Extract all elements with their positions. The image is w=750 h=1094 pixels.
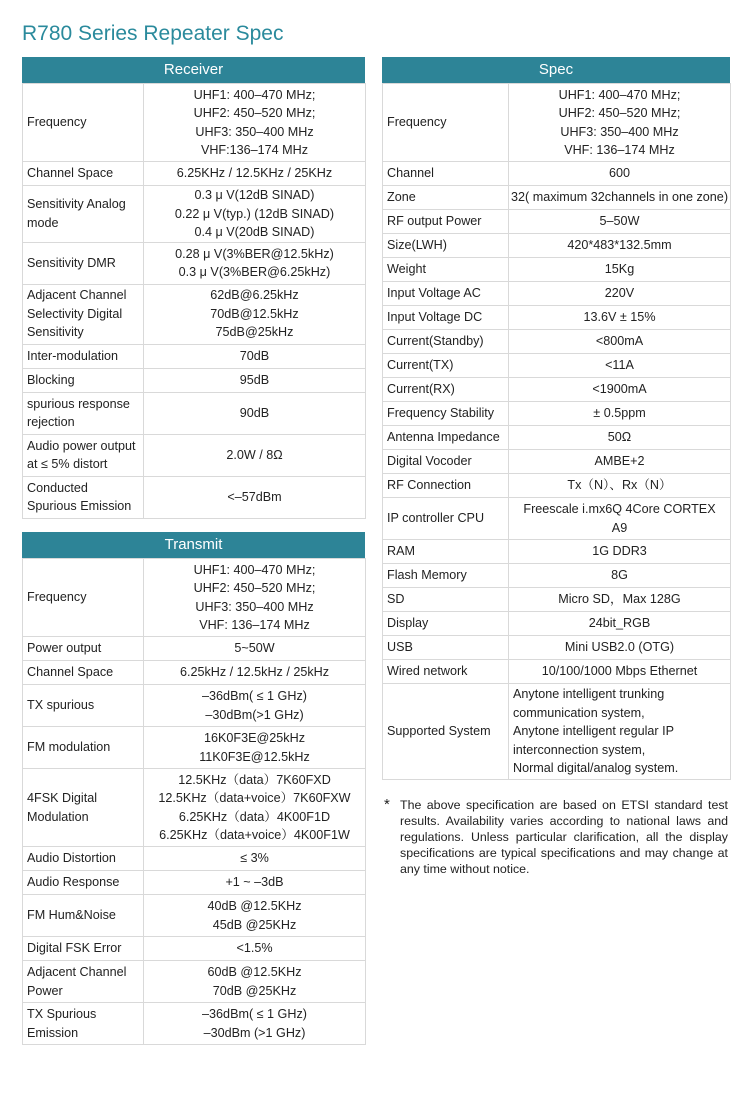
- receiver-value-line: 62dB@6.25kHz: [210, 288, 299, 303]
- spec-row: [383, 162, 731, 186]
- spec-value: [509, 426, 731, 450]
- spec-label: Wired network: [383, 660, 509, 684]
- receiver-value-line: 70dB@12.5kHz: [210, 306, 299, 321]
- spec-row: [383, 282, 731, 306]
- transmit-value: [144, 637, 366, 661]
- transmit-row: [23, 685, 366, 727]
- spec-value-line: <1900mA: [592, 382, 647, 397]
- spec-label: Zone: [383, 186, 509, 210]
- spec-value-line: 600: [608, 166, 630, 181]
- receiver-value-line: 95dB: [239, 372, 270, 387]
- spec-value: [509, 402, 731, 426]
- transmit-header: Transmit: [22, 532, 365, 558]
- spec-value-line: communication system,: [513, 705, 645, 720]
- receiver-value-line: 0.22 μ V(typ.) (12dB SINAD): [174, 206, 335, 221]
- spec-value: [509, 186, 731, 210]
- spec-row: [383, 564, 731, 588]
- transmit-value: [144, 559, 366, 637]
- spec-value-line: Tx（N）、Rx（N）: [567, 478, 672, 493]
- receiver-label: Adjacent Channel Selectivity Digital Sensitivity: [23, 284, 144, 344]
- spec-row: [383, 402, 731, 426]
- receiver-value-line: 0.28 μ V(3%BER@12.5kHz): [175, 246, 334, 261]
- spec-value: [509, 684, 731, 780]
- receiver-row: [23, 162, 366, 186]
- spec-row: [383, 84, 731, 162]
- spec-value: [509, 564, 731, 588]
- spec-value-line: Freescale i.mx6Q 4Core CORTEX: [523, 502, 716, 516]
- footnote-text: The above specification are based on ETSI standard test results. Availability varies according to national laws and regulations. Unless particular clarification, all the display specifications are typical specifications and may change at any time without notice.: [400, 798, 728, 876]
- receiver-row: [23, 368, 366, 392]
- transmit-value: [144, 769, 366, 847]
- spec-label: Size(LWH): [383, 234, 509, 258]
- receiver-label: spurious response rejection: [23, 392, 144, 434]
- spec-value: [509, 660, 731, 684]
- transmit-value: [144, 847, 366, 871]
- transmit-value: [144, 1003, 366, 1045]
- spec-value-line: AMBE+2: [594, 454, 645, 469]
- transmit-value-line: 6.25kHz / 12.5kHz / 25kHz: [179, 665, 330, 680]
- transmit-label: 4FSK Digital Modulation: [23, 769, 144, 847]
- receiver-label: Audio power output at ≤ 5% distort: [23, 434, 144, 476]
- transmit-row: [23, 1003, 366, 1045]
- transmit-value-line: 11K0F3E@12.5kHz: [199, 749, 310, 764]
- transmit-label: Audio Response: [23, 871, 144, 895]
- spec-row: [383, 186, 731, 210]
- receiver-row: [23, 84, 366, 162]
- spec-value-line: 10/100/1000 Mbps Ethernet: [541, 664, 698, 679]
- spec-value-line: 1G DDR3: [592, 544, 647, 559]
- spec-value: [509, 234, 731, 258]
- transmit-value: [144, 895, 366, 937]
- spec-row: [383, 450, 731, 474]
- spec-label: Digital Vocoder: [383, 450, 509, 474]
- transmit-label: FM Hum&Noise: [23, 895, 144, 937]
- footnote: [384, 797, 728, 877]
- spec-table: [382, 83, 731, 780]
- receiver-table: [22, 83, 366, 519]
- transmit-label: TX spurious: [23, 685, 144, 727]
- receiver-value-line: VHF:136–174 MHz: [200, 143, 309, 157]
- receiver-row: [23, 242, 366, 284]
- spec-label: Weight: [383, 258, 509, 282]
- receiver-value-line: 6.25KHz / 12.5KHz / 25KHz: [176, 166, 333, 181]
- receiver-value: [144, 434, 366, 476]
- spec-value: [509, 450, 731, 474]
- spec-label: Flash Memory: [383, 564, 509, 588]
- receiver-value-line: UHF1: 400–470 MHz;: [193, 87, 316, 102]
- spec-value-line: 5–50W: [599, 214, 640, 229]
- transmit-value-line: 70dB @25KHz: [212, 983, 297, 998]
- transmit-row: [23, 661, 366, 685]
- spec-label: Input Voltage DC: [383, 306, 509, 330]
- transmit-value-line: –36dBm( ≤ 1 GHz): [202, 1007, 307, 1021]
- footnote-symbol: *: [384, 796, 390, 813]
- receiver-row: [23, 476, 366, 518]
- transmit-label: TX Spurious Emission: [23, 1003, 144, 1045]
- transmit-value-line: 6.25KHz（data）4K00F1D: [178, 809, 331, 824]
- spec-value: [509, 612, 731, 636]
- spec-row: [383, 210, 731, 234]
- receiver-value: [144, 344, 366, 368]
- spec-value-line: UHF3: 350–400 MHz: [560, 124, 679, 139]
- spec-label: Channel: [383, 162, 509, 186]
- spec-value: [509, 162, 731, 186]
- transmit-row: [23, 847, 366, 871]
- receiver-value-line: 75dB@25kHz: [215, 325, 294, 340]
- spec-row: [383, 498, 731, 540]
- transmit-label: Frequency: [23, 559, 144, 637]
- transmit-row: [23, 769, 366, 847]
- spec-label: Current(RX): [383, 378, 509, 402]
- spec-value-line: 15Kg: [604, 262, 635, 277]
- page-title: R780 Series Repeater Spec: [22, 22, 284, 45]
- transmit-value-line: 16K0F3E@25kHz: [204, 731, 305, 745]
- transmit-value-line: 60dB @12.5KHz: [207, 965, 302, 979]
- spec-label: IP controller CPU: [383, 498, 509, 540]
- spec-value: [509, 330, 731, 354]
- receiver-value-line: UHF2: 450–520 MHz;: [193, 106, 316, 120]
- spec-value: [509, 306, 731, 330]
- spec-value-line: Anytone intelligent regular IP: [513, 724, 675, 739]
- receiver-row: [23, 392, 366, 434]
- transmit-value: [144, 871, 366, 895]
- spec-label: Display: [383, 612, 509, 636]
- spec-value: [509, 540, 731, 564]
- spec-value-line: 24bit_RGB: [588, 616, 651, 631]
- spec-value: [509, 354, 731, 378]
- transmit-label: Audio Distortion: [23, 847, 144, 871]
- transmit-value-line: –36dBm( ≤ 1 GHz): [202, 689, 307, 703]
- spec-value-line: VHF: 136–174 MHz: [564, 143, 675, 157]
- transmit-value-line: 45dB @25KHz: [212, 917, 297, 932]
- spec-value: [509, 210, 731, 234]
- spec-label: RF Connection: [383, 474, 509, 498]
- spec-label: Input Voltage AC: [383, 282, 509, 306]
- receiver-value: [144, 368, 366, 392]
- spec-value-line: 220V: [604, 286, 635, 301]
- spec-value-line: <800mA: [595, 334, 644, 349]
- transmit-value-line: +1 ~ –3dB: [225, 875, 284, 890]
- receiver-label: Blocking: [23, 368, 144, 392]
- spec-value-line: 8G: [611, 568, 628, 583]
- receiver-value: [144, 186, 366, 243]
- transmit-value-line: UHF2: 450–520 MHz;: [193, 581, 316, 595]
- transmit-value-line: VHF: 136–174 MHz: [199, 618, 310, 632]
- receiver-row: [23, 284, 366, 344]
- transmit-value: [144, 937, 366, 961]
- transmit-value-line: –30dBm (>1 GHz): [203, 1025, 306, 1040]
- spec-label: Antenna Impedance: [383, 426, 509, 450]
- spec-value: [509, 588, 731, 612]
- receiver-value: [144, 242, 366, 284]
- receiver-row: [23, 186, 366, 243]
- transmit-label: Channel Space: [23, 661, 144, 685]
- spec-value: [509, 498, 731, 540]
- spec-label: USB: [383, 636, 509, 660]
- spec-label: RF output Power: [383, 210, 509, 234]
- spec-row: [383, 636, 731, 660]
- transmit-value-line: –30dBm(>1 GHz): [205, 707, 304, 722]
- spec-label: SD: [383, 588, 509, 612]
- spec-value-line: interconnection system,: [513, 742, 646, 757]
- receiver-value: [144, 284, 366, 344]
- spec-value-line: A9: [611, 520, 628, 535]
- spec-header: Spec: [382, 57, 730, 83]
- spec-value: [509, 282, 731, 306]
- transmit-row: [23, 895, 366, 937]
- spec-row: [383, 234, 731, 258]
- spec-value-line: Mini USB2.0 (OTG): [564, 640, 675, 655]
- receiver-label: Sensitivity DMR: [23, 242, 144, 284]
- spec-row: [383, 354, 731, 378]
- transmit-row: [23, 937, 366, 961]
- spec-row: [383, 330, 731, 354]
- receiver-label: Channel Space: [23, 162, 144, 186]
- transmit-row: [23, 727, 366, 769]
- spec-row: [383, 612, 731, 636]
- spec-value: [509, 636, 731, 660]
- spec-value-line: 32( maximum 32channels in one zone): [511, 190, 729, 205]
- spec-value-line: UHF2: 450–520 MHz;: [558, 106, 681, 120]
- spec-value-line: Micro SD，Max 128G: [558, 592, 681, 607]
- receiver-value-line: 0.3 μ V(3%BER@6.25kHz): [178, 265, 331, 279]
- spec-value-line: Anytone intelligent trunking: [513, 687, 665, 702]
- spec-row: [383, 684, 731, 780]
- spec-value-line: Normal digital/analog system.: [513, 761, 679, 776]
- transmit-row: [23, 871, 366, 895]
- spec-row: [383, 660, 731, 684]
- transmit-row: [23, 637, 366, 661]
- transmit-label: Power output: [23, 637, 144, 661]
- transmit-value-line: <1.5%: [236, 941, 273, 956]
- spec-row: [383, 588, 731, 612]
- transmit-value: [144, 685, 366, 727]
- spec-label: RAM: [383, 540, 509, 564]
- receiver-label: Conducted Spurious Emission: [23, 476, 144, 518]
- transmit-label: Digital FSK Error: [23, 937, 144, 961]
- receiver-value-line: 0.4 μ V(20dB SINAD): [194, 225, 315, 239]
- spec-row: [383, 540, 731, 564]
- spec-value-line: 13.6V ± 15%: [583, 310, 656, 325]
- spec-row: [383, 258, 731, 282]
- spec-value-line: ± 0.5ppm: [593, 406, 646, 421]
- spec-label: Frequency: [383, 84, 509, 162]
- transmit-value-line: 5~50W: [234, 641, 275, 656]
- spec-value-line: UHF1: 400–470 MHz;: [558, 87, 681, 102]
- transmit-value: [144, 961, 366, 1003]
- transmit-value-line: UHF1: 400–470 MHz;: [193, 562, 316, 577]
- spec-row: [383, 426, 731, 450]
- transmit-value-line: 40dB @12.5KHz: [207, 899, 302, 913]
- spec-label: Current(TX): [383, 354, 509, 378]
- receiver-label: Sensitivity Analog mode: [23, 186, 144, 243]
- receiver-value-line: 2.0W / 8Ω: [226, 447, 283, 462]
- spec-label: Frequency Stability: [383, 402, 509, 426]
- transmit-value-line: 12.5KHz（data+voice）7K60FXW: [158, 791, 351, 805]
- receiver-header: Receiver: [22, 57, 365, 83]
- transmit-value-line: 12.5KHz（data）7K60FXD: [178, 772, 331, 787]
- transmit-label: FM modulation: [23, 727, 144, 769]
- receiver-value: [144, 476, 366, 518]
- receiver-label: Frequency: [23, 84, 144, 162]
- transmit-value: [144, 727, 366, 769]
- spec-value-line: <11A: [605, 358, 634, 373]
- receiver-value: [144, 162, 366, 186]
- receiver-value-line: 70dB: [239, 348, 270, 363]
- transmit-label: Adjacent Channel Power: [23, 961, 144, 1003]
- receiver-row: [23, 344, 366, 368]
- receiver-value-line: UHF3: 350–400 MHz: [195, 124, 314, 139]
- transmit-value-line: UHF3: 350–400 MHz: [195, 599, 314, 614]
- transmit-value: [144, 661, 366, 685]
- transmit-table: [22, 558, 366, 1045]
- transmit-row: [23, 961, 366, 1003]
- spec-value: [509, 84, 731, 162]
- spec-row: [383, 306, 731, 330]
- spec-row: [383, 378, 731, 402]
- receiver-value-line: <–57dBm: [227, 489, 282, 504]
- transmit-value-line: 6.25KHz（data+voice）4K00F1W: [159, 828, 350, 842]
- spec-value: [509, 258, 731, 282]
- spec-row: [383, 474, 731, 498]
- receiver-label: Inter-modulation: [23, 344, 144, 368]
- receiver-row: [23, 434, 366, 476]
- receiver-value: [144, 84, 366, 162]
- receiver-value-line: 0.3 μ V(12dB SINAD): [194, 188, 315, 202]
- receiver-value: [144, 392, 366, 434]
- spec-value: [509, 378, 731, 402]
- spec-value-line: 420*483*132.5mm: [567, 238, 672, 253]
- spec-label: Current(Standby): [383, 330, 509, 354]
- transmit-row: [23, 559, 366, 637]
- receiver-value-line: 90dB: [239, 405, 270, 420]
- spec-value: [509, 474, 731, 498]
- spec-label: Supported System: [383, 684, 509, 780]
- spec-value-line: 50Ω: [607, 430, 632, 445]
- transmit-value-line: ≤ 3%: [240, 851, 269, 866]
